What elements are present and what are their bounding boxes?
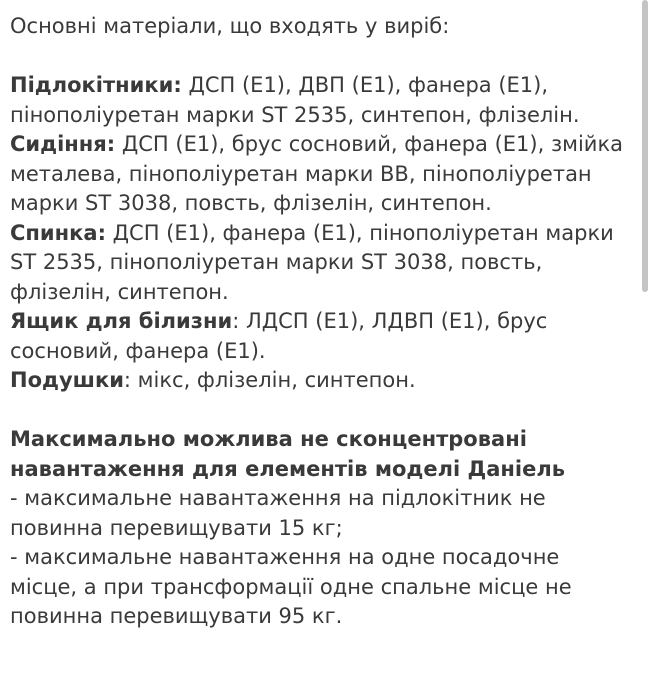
materials-item-storage-box xyxy=(10,307,630,366)
materials-item-text: : мікс, флізелін, синтепон. xyxy=(123,368,416,392)
materials-item-label: Сидіння: xyxy=(10,132,116,156)
materials-item-text: ДСП (Е1), ДВП (Е1), фанера (Е1), пінополіуретан марки ST 2535, синтепон, флізелін. xyxy=(10,73,580,127)
materials-heading: Основні матеріали, що входять у виріб: xyxy=(10,14,450,38)
materials-item-label: Спинка: xyxy=(10,220,106,245)
load-limit-armrest: - максимальне навантаження на підлокітник не повинна перевищувати 15 кг; xyxy=(10,486,546,540)
product-description xyxy=(10,12,630,632)
materials-item-label: Подушки xyxy=(10,368,124,392)
materials-item-label: Ящик для білизни xyxy=(10,309,233,333)
materials-item-label: Підлокітники: xyxy=(10,73,182,97)
spacer xyxy=(10,396,630,426)
materials-item-text: ДСП (Е1), брус сосновий, фанера (Е1), змійка металева, пінополіуретан марки ВВ, пінополіуретан марки ST 3038, повсть, флізелін, синтепон. xyxy=(10,132,623,215)
materials-item-seat xyxy=(10,130,630,219)
materials-item-backrest xyxy=(10,219,630,308)
scrollbar-thumb[interactable] xyxy=(642,0,648,292)
vertical-scrollbar[interactable] xyxy=(638,0,650,699)
load-limits-heading: Максимально можлива не сконцентровані навантаження для елементів моделі Даніель xyxy=(10,427,566,481)
spacer xyxy=(10,42,630,72)
materials-item-armrests xyxy=(10,71,630,130)
materials-item-cushions xyxy=(10,366,630,396)
materials-item-text: ДСП (Е1), фанера (Е1), пінополіуретан марки ST 2535, пінополіуретан марки ST 3038, повсть, флізелін, синтепон. xyxy=(10,220,614,304)
load-limit-seat: - максимальне навантаження на одне посадочне місце, а при трансформації одне спальне місце не повинна перевищувати 95 кг. xyxy=(10,545,572,628)
materials-item-text: : ЛДСП (Е1), ЛДВП (Е1), брус сосновий, фанера (Е1). xyxy=(10,309,548,363)
